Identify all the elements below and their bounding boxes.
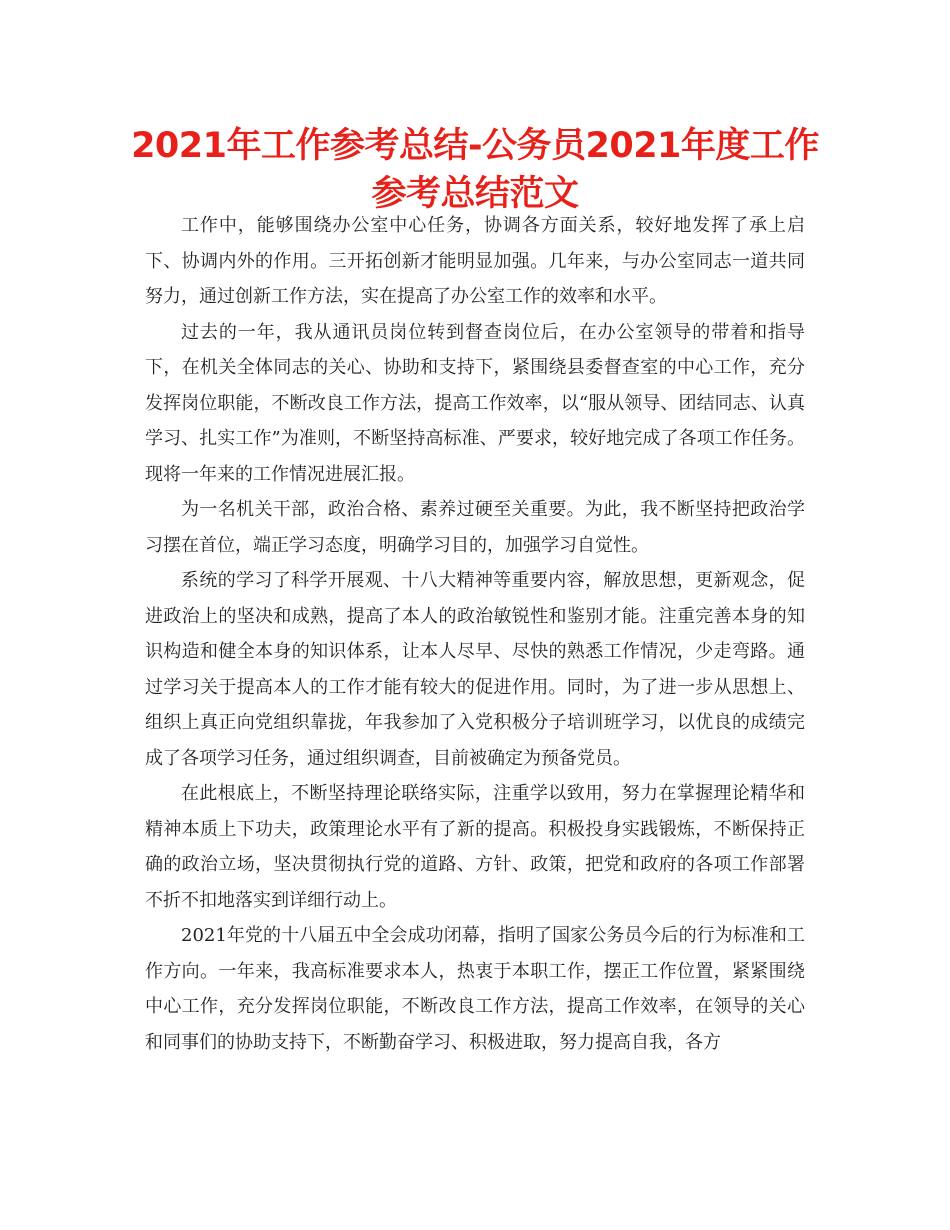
paragraph-5: 在此根底上，不断坚持理论联络实际，注重学以致用，努力在掌握理论精华和精神本质上下功夫，政策理论水平有了新的提高。积极投身实践锻炼，不断保持正确的政治立场，坚决贯彻执行党的道路、方针、政策，把党和政府的各项工作部署不折不扣地落实到详细行动上。 — [145, 783, 805, 911]
document-body — [145, 208, 805, 1060]
paragraph-4: 系统的学习了科学开展观、十八大精神等重要内容，解放思想，更新观念，促进政治上的坚决和成熟，提高了本人的政治敏锐性和鉴别才能。注重完善本身的知识构造和健全本身的知识体系，让本人尽早、尽快的熟悉工作情况，少走弯路。通过学习关于提高本人的工作才能有较大的促进作用。同时，为了进一步从思想上、组织上真正向党组织靠拢，年我参加了入党积极分子培训班学习，以优良的成绩完成了各项学习任务，通过组织调查，目前被确定为预备党员。 — [145, 570, 805, 769]
paragraph-2: 过去的一年，我从通讯员岗位转到督查岗位后，在办公室领导的带着和指导下，在机关全体同志的关心、协助和支持下，紧围绕县委督查室的中心工作，充分发挥岗位职能，不断改良工作方法，提高工作效率，以“服从领导、团结同志、认真学习、扎实工作”为准则，不断坚持高标准、严要求，较好地完成了各项工作任务。现将一年来的工作情况进展汇报。 — [145, 321, 805, 485]
document-title: 2021年工作参考总结-公务员2021年度工作参考总结范文 — [131, 126, 819, 214]
paragraph-1: 工作中，能够围绕办公室中心任务，协调各方面关系，较好地发挥了承上启下、协调内外的作用。三开拓创新才能明显加强。几年来，与办公室同志一道共同努力，通过创新工作方法，实在提高了办公室工作的效率和水平。 — [145, 215, 805, 307]
paragraph-3: 为一名机关干部，政治合格、素养过硬至关重要。为此，我不断坚持把政治学习摆在首位，端正学习态度，明确学习目的，加强学习自觉性。 — [145, 499, 805, 556]
paragraph-6: 2021年党的十八届五中全会成功闭幕，指明了国家公务员今后的行为标准和工作方向。一年来，我高标准要求本人，热衷于本职工作，摆正工作位置，紧紧围绕中心工作，充分发挥岗位职能，不断改良工作方法，提高工作效率，在领导的关心和同事们的协助支持下，不断勤奋学习、积极进取，努力提高自我，各方 — [145, 925, 805, 1053]
